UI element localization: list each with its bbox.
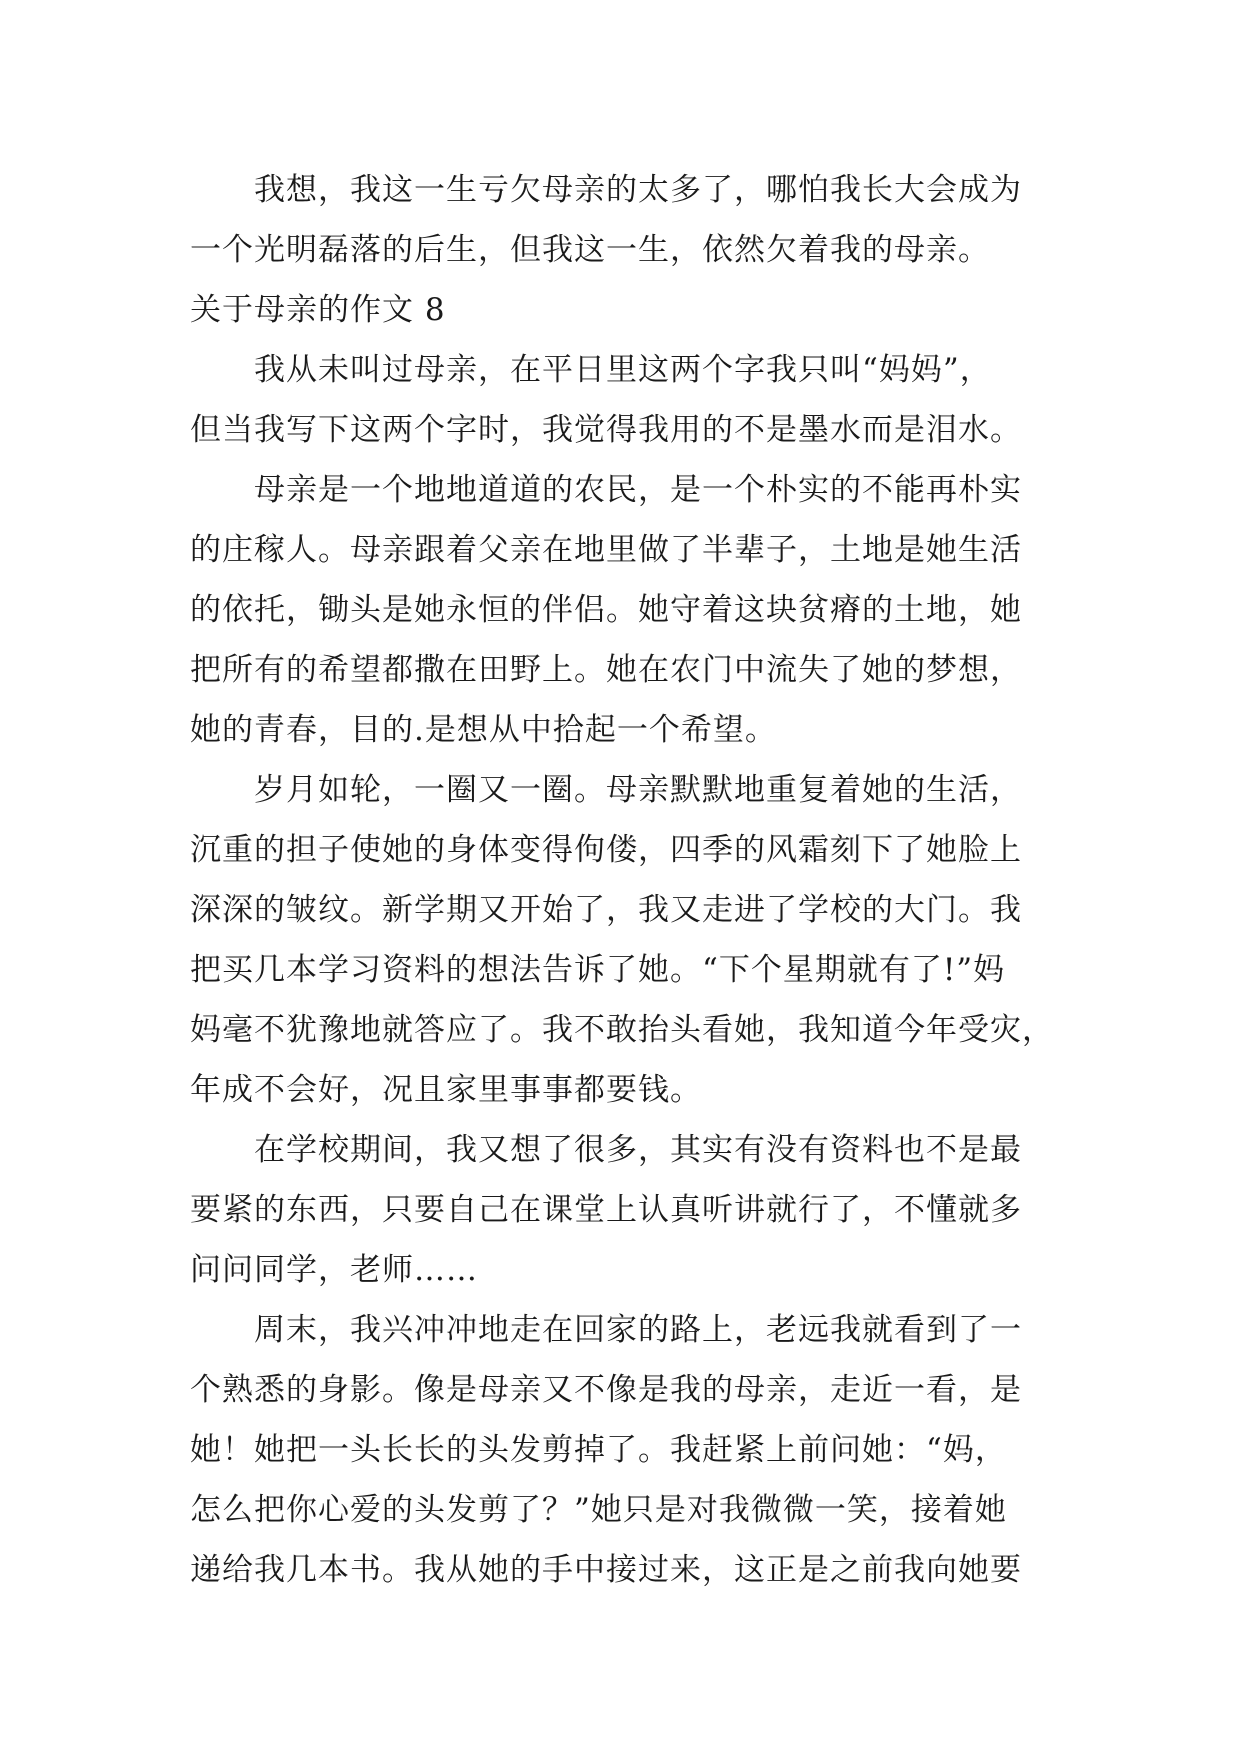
text-line: 把买几本学习资料的想法告诉了她。“下个星期就有了!”妈 — [190, 952, 1006, 988]
text-line: 一个光明磊落的后生，但我这一生，依然欠着我的母亲。 — [190, 232, 990, 268]
text-line: 个熟悉的身影。像是母亲又不像是我的母亲，走近一看，是 — [190, 1372, 1022, 1408]
section-heading: 关于母亲的作文 8 — [190, 292, 446, 328]
text-line: 我从未叫过母亲，在平日里这两个字我只叫“妈妈”， — [254, 352, 992, 388]
text-line: 的庄稼人。母亲跟着父亲在地里做了半辈子，土地是她生活 — [190, 532, 1022, 568]
text-line: 年成不会好，况且家里事事都要钱。 — [190, 1072, 702, 1108]
text-line: 她！她把一头长长的头发剪掉了。我赶紧上前问她：“妈， — [190, 1432, 1007, 1468]
text-line: 母亲是一个地地道道的农民，是一个朴实的不能再朴实 — [254, 472, 1022, 508]
text-line: 的依托，锄头是她永恒的伴侣。她守着这块贫瘠的土地，她 — [190, 592, 1022, 628]
text-line: 她的青春，目的.是想从中拾起一个希望。 — [190, 712, 777, 748]
text-line: 把所有的希望都撒在田野上。她在农门中流失了她的梦想， — [190, 652, 1022, 688]
text-line: 我想，我这一生亏欠母亲的太多了，哪怕我长大会成为 — [254, 172, 1022, 208]
text-line: 怎么把你心爱的头发剪了？”她只是对我微微一笑，接着她 — [190, 1492, 1007, 1528]
text-line: 沉重的担子使她的身体变得佝偻，四季的风霜刻下了她脸上 — [190, 832, 1022, 868]
text-line: 但当我写下这两个字时，我觉得我用的不是墨水而是泪水。 — [190, 412, 1022, 448]
text-line: 深深的皱纹。新学期又开始了，我又走进了学校的大门。我 — [190, 892, 1022, 928]
text-line: 周末，我兴冲冲地走在回家的路上，老远我就看到了一 — [254, 1312, 1022, 1348]
text-line: 岁月如轮，一圈又一圈。母亲默默地重复着她的生活， — [254, 772, 1022, 808]
text-line: 妈毫不犹豫地就答应了。我不敢抬头看她，我知道今年受灾， — [190, 1012, 1054, 1048]
text-line: 递给我几本书。我从她的手中接过来，这正是之前我向她要 — [190, 1552, 1022, 1588]
document-page — [190, 160, 1070, 1600]
text-line: 要紧的东西，只要自己在课堂上认真听讲就行了，不懂就多 — [190, 1192, 1022, 1228]
text-line: 问问同学，老师…… — [190, 1252, 478, 1288]
text-line: 在学校期间，我又想了很多，其实有没有资料也不是最 — [254, 1132, 1022, 1168]
